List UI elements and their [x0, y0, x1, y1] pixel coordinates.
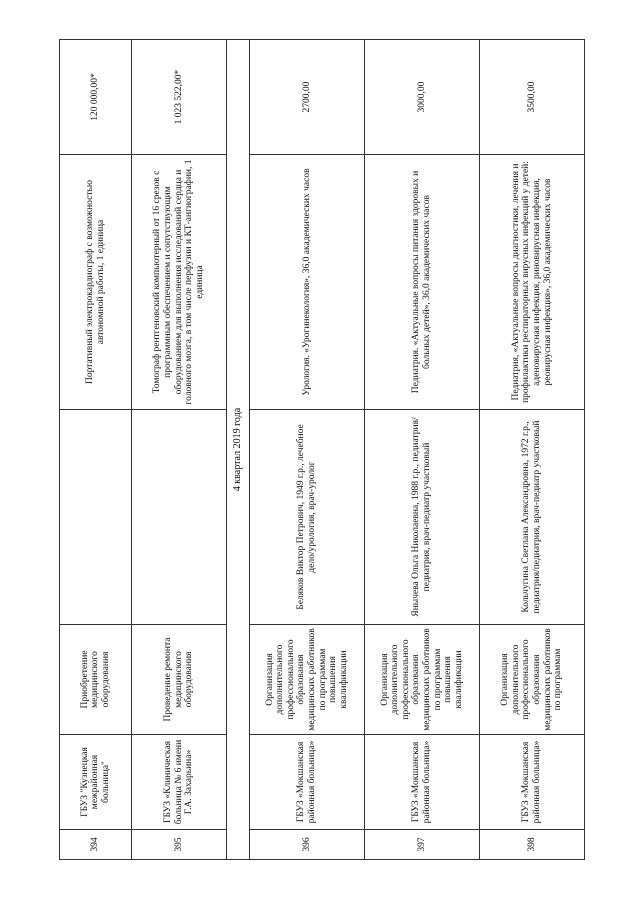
organization-cell: ГБУЗ «Мокшанская районная больница»: [480, 735, 585, 830]
person-cell: [132, 410, 227, 625]
purpose-cell: Проведение ремонта медицинского оборудования: [132, 625, 227, 735]
person-cell: Беляков Виктор Петрович, 1949 г.р., лечебное дело/урология, врач-уролог: [250, 410, 365, 625]
row-number: 395: [132, 830, 227, 860]
table-row: [480, 40, 585, 860]
description-cell: Томограф рентгеновский компьютерный от 16 срезов с программным обеспечением и сопутствующим оборудованием для выполнения исследований сердца и головного мозга, в том числе перфузии и КТ-ангиографии, 1 единица: [132, 155, 227, 410]
document-page: [59, 40, 579, 860]
table-row: [250, 40, 365, 860]
row-number: 397: [365, 830, 480, 860]
organization-cell: ГБУЗ «Мокшанская районная больница»: [250, 735, 365, 830]
table-row: [132, 40, 227, 860]
organization-cell: ГБУЗ «Мокшанская районная больница»: [365, 735, 480, 830]
organization-cell: ГБУЗ «Клиническая больница № 6 имени Г.А. Захарьина»: [132, 735, 227, 830]
purpose-cell: Организация дополнительного профессионального образования медицинских работников по программам повышения квалификации: [250, 625, 365, 735]
description-cell: Педиатрия, «Актуальные вопросы диагностики, лечения и профилактики респираторных вирусных инфекций у детей: аденовирусная инфекция, риновирусная инфекция, реовирусная инфекция», 36,0 академических часов: [480, 155, 585, 410]
row-number: 398: [480, 830, 585, 860]
description-cell: Портативный электрокардиограф с возможностью автономной работы, 1 единица: [60, 155, 132, 410]
amount-cell: 2700,00: [250, 40, 365, 155]
organization-cell: ГБУЗ "Кузнецкая межрайонная больница": [60, 735, 132, 830]
person-cell: Янычева Ольга Николаевна, 1988 г.р., педиатрия/педиатрия, врач-педиатр участковый: [365, 410, 480, 625]
description-cell: Урология. «Урогинекология», 36,0 академических часов: [250, 155, 365, 410]
amount-cell: 120 000,00*: [60, 40, 132, 155]
purpose-cell: Организация дополнительного профессионального образования медицинских работников по программам: [480, 625, 585, 735]
amount-cell: 1 023 522,00*: [132, 40, 227, 155]
person-cell: [60, 410, 132, 625]
quarter-row: [227, 40, 250, 860]
funding-table: [59, 39, 585, 860]
purpose-cell: Приобретение медицинского оборудования: [60, 625, 132, 735]
row-number: 394: [60, 830, 132, 860]
amount-cell: 3000,00: [365, 40, 480, 155]
amount-cell: 3500,00: [480, 40, 585, 155]
purpose-cell: Организация дополнительного профессионального образования медицинских работников по программам повышения квалификации: [365, 625, 480, 735]
description-cell: Педиатрия. «Актуальные вопросы питания здоровых и больных детей», 36,0 академических часов: [365, 155, 480, 410]
person-cell: Кольчугина Светлана Александровна, 1972 г.р., педиатрия/педиатрия, врач-педиатр участковый: [480, 410, 585, 625]
quarter-label: 4 квартал 2019 года: [227, 40, 250, 860]
row-number: 396: [250, 830, 365, 860]
table-row: [365, 40, 480, 860]
table-row: [60, 40, 132, 860]
